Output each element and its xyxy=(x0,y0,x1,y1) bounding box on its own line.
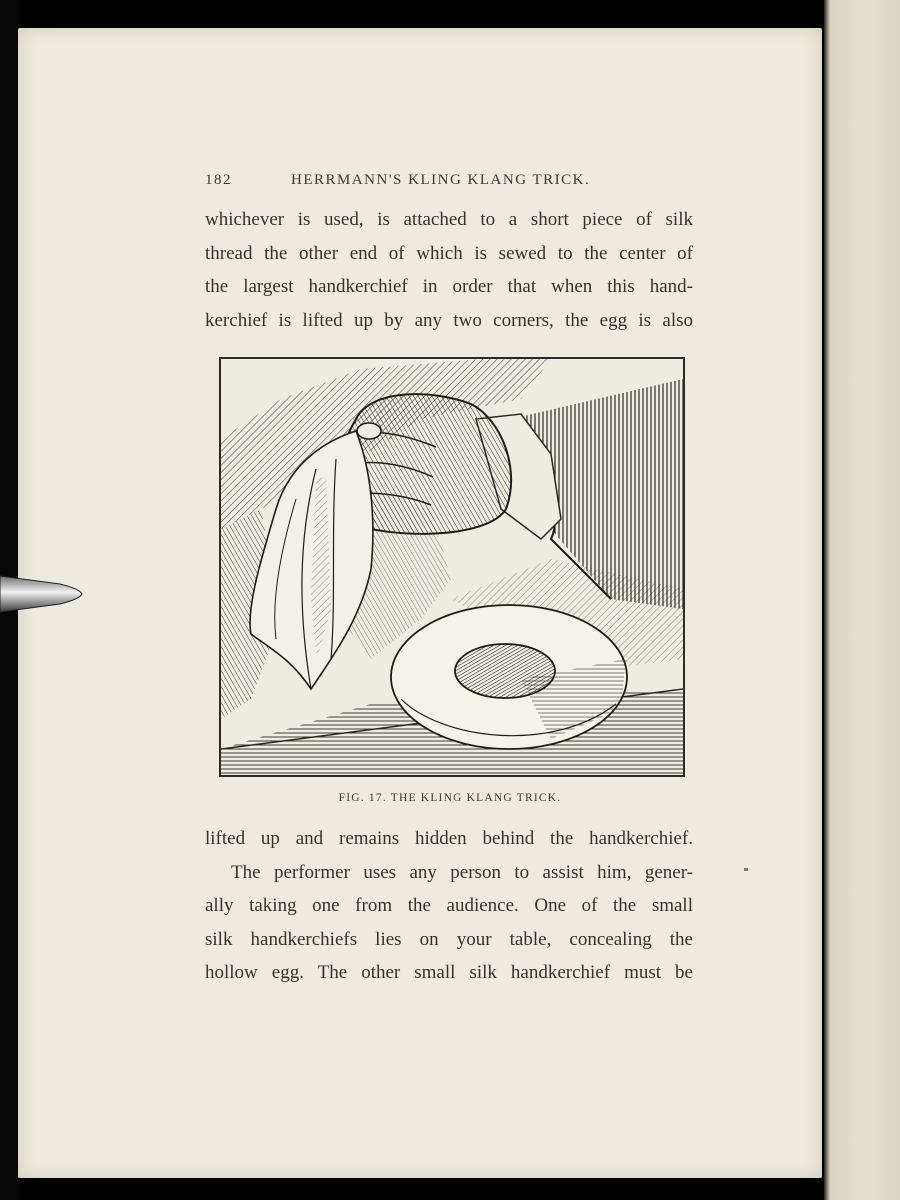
paragraph-before-figure xyxy=(205,203,693,337)
hand-handkerchief-plate-engraving xyxy=(221,359,683,775)
metal-pointer-icon xyxy=(0,572,84,616)
text-line: thread the other end of which is sewed to the center of xyxy=(205,242,693,264)
text-line: lifted up and remains hidden behind the handkerchief. xyxy=(205,828,693,849)
figure-caption: FIG. 17. THE KLING KLANG TRICK. xyxy=(338,792,562,804)
ink-speck xyxy=(744,868,748,871)
engraving-illustration xyxy=(219,357,685,777)
text-line: hollow egg. The other small silk handkerchief must be xyxy=(205,962,693,983)
text-line: the largest handkerchief in order that when this hand- xyxy=(205,276,693,297)
running-title: HERRMANN'S KLING KLANG TRICK. xyxy=(291,172,591,188)
page-number: 182 xyxy=(205,172,232,188)
text-line: whichever is used, is attached to a short piece of silk xyxy=(205,209,693,230)
text-line: kerchief is lifted up by any two corners, the egg is also xyxy=(205,309,693,331)
text-line: The performer uses any person to assist him, gener- xyxy=(231,861,693,883)
text-line: ally taking one from the audience. One of the small xyxy=(205,895,693,916)
text-line: silk handkerchiefs lies on your table, concealing the xyxy=(205,928,693,950)
paragraph-after-figure xyxy=(205,822,693,990)
adjacent-page-edge xyxy=(824,0,900,1200)
